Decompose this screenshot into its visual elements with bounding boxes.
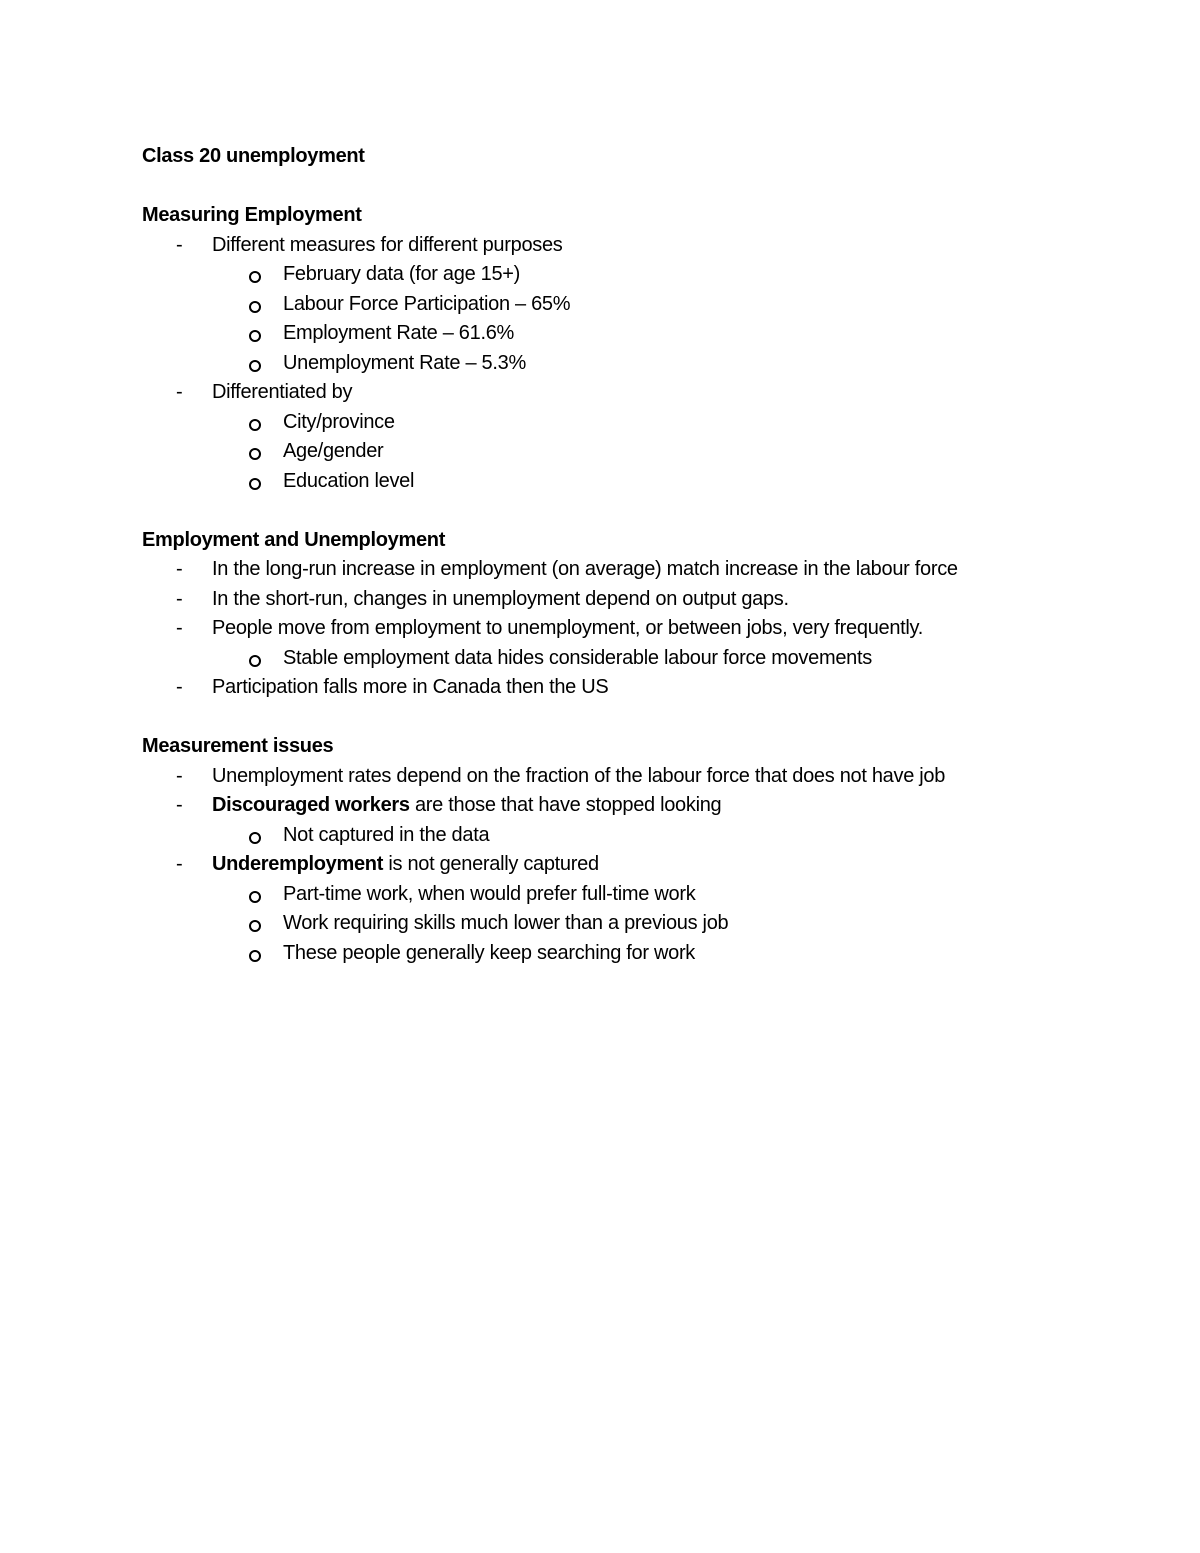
sub-bullet-item	[142, 939, 1082, 969]
document-title: Class 20 unemployment	[142, 145, 365, 167]
section	[142, 201, 1082, 496]
hollow-circle-bullet-icon	[249, 478, 261, 490]
dash-bullet-marker: -	[176, 794, 183, 816]
document-sections	[142, 201, 1082, 968]
bullet-item	[142, 762, 1082, 792]
bullet-text: is not generally captured	[383, 853, 599, 875]
sub-bullet-item	[142, 909, 1082, 939]
hollow-circle-bullet-icon	[249, 448, 261, 460]
bullet-text: Different measures for different purposes	[212, 233, 563, 256]
bullet-text: People move from employment to unemployment, or between jobs, very frequently.	[212, 617, 924, 639]
dash-bullet-marker: -	[176, 381, 183, 403]
hollow-circle-bullet-icon	[249, 891, 261, 903]
dash-bullet-marker: -	[176, 558, 183, 580]
dash-bullet-marker: -	[176, 617, 183, 639]
bullet-text: are those that have stopped looking	[409, 794, 722, 816]
hollow-circle-bullet-icon	[249, 330, 261, 342]
bold-term: Underemployment	[212, 853, 384, 875]
bullet-item	[142, 673, 1082, 703]
bullet-text: Not captured in the data	[283, 823, 490, 846]
sub-bullet-item	[142, 290, 1082, 320]
bullet-text: Age/gender	[283, 440, 384, 462]
sub-bullet-item	[142, 821, 1082, 851]
sub-bullet-item	[142, 349, 1082, 379]
hollow-circle-bullet-icon	[249, 360, 261, 372]
bold-term: Discouraged workers	[212, 794, 410, 816]
bullet-text: Unemployment Rate – 5.3%	[283, 351, 526, 374]
document-body	[142, 142, 1082, 998]
sub-bullet-item	[142, 319, 1082, 349]
sub-bullet-item	[142, 467, 1082, 497]
bullet-list	[142, 555, 1082, 703]
bullet-item	[142, 555, 1082, 585]
hollow-circle-bullet-icon	[249, 655, 261, 667]
bullet-text: City/province	[283, 410, 395, 433]
sub-bullet-item	[142, 644, 1082, 674]
bullet-list	[142, 762, 1082, 969]
dash-bullet-marker: -	[176, 233, 183, 256]
dash-bullet-marker: -	[176, 676, 183, 698]
hollow-circle-bullet-icon	[249, 419, 261, 431]
bullet-item	[142, 850, 1082, 880]
hollow-circle-bullet-icon	[249, 301, 261, 313]
bullet-text: Labour Force Participation – 65%	[283, 292, 571, 315]
bullet-list	[142, 231, 1082, 497]
sub-bullet-item	[142, 437, 1082, 467]
bullet-item	[142, 585, 1082, 615]
bullet-text: February data (for age 15+)	[283, 263, 521, 285]
sub-bullet-item	[142, 880, 1082, 910]
bullet-text: Education level	[283, 469, 415, 492]
bullet-text: Differentiated by	[212, 381, 353, 403]
bullet-item	[142, 378, 1082, 408]
bullet-item	[142, 614, 1082, 644]
hollow-circle-bullet-icon	[249, 950, 261, 962]
bullet-text: Employment Rate – 61.6%	[283, 322, 515, 344]
section-heading: Measurement issues	[142, 735, 334, 757]
bullet-text: Work requiring skills much lower than a previous job	[283, 912, 729, 934]
bullet-text: Participation falls more in Canada then the US	[212, 676, 609, 698]
section	[142, 732, 1082, 968]
hollow-circle-bullet-icon	[249, 832, 261, 844]
hollow-circle-bullet-icon	[249, 920, 261, 932]
bullet-text: Stable employment data hides considerable labour force movements	[283, 646, 872, 669]
dash-bullet-marker: -	[176, 764, 183, 787]
bullet-text: In the short-run, changes in unemployment depend on output gaps.	[212, 587, 789, 610]
bullet-item	[142, 231, 1082, 261]
dash-bullet-marker: -	[176, 587, 183, 610]
sub-bullet-item	[142, 260, 1082, 290]
bullet-text: In the long-run increase in employment (on average) match increase in the labour force	[212, 558, 958, 580]
section-heading: Employment and Unemployment	[142, 528, 446, 551]
sub-bullet-item	[142, 408, 1082, 438]
hollow-circle-bullet-icon	[249, 271, 261, 283]
dash-bullet-marker: -	[176, 853, 183, 875]
section	[142, 526, 1082, 703]
bullet-item	[142, 791, 1082, 821]
section-heading: Measuring Employment	[142, 204, 362, 226]
bullet-text: Unemployment rates depend on the fraction of the labour force that does not have job	[212, 764, 946, 787]
bullet-text: Part-time work, when would prefer full-time work	[283, 882, 696, 905]
bullet-text: These people generally keep searching for work	[283, 941, 696, 964]
